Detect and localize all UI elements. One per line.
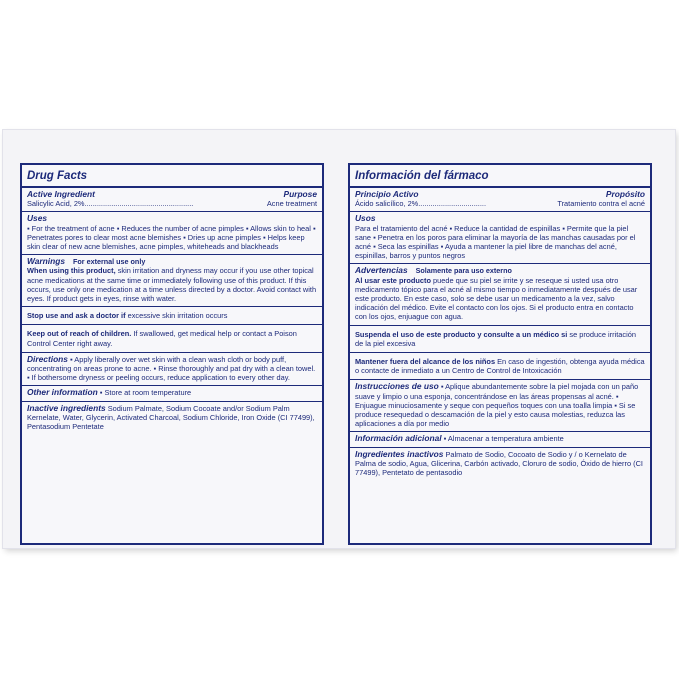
drug-facts-panel-en — [20, 163, 324, 545]
drug-facts-title: Drug Facts — [27, 170, 88, 182]
directions-heading-es: Instrucciones de uso — [355, 381, 439, 392]
directions-section — [22, 353, 322, 387]
uses-section-es — [350, 212, 650, 264]
directions-heading: Directions — [27, 353, 68, 364]
active-ingredient-text-es: Ácido salicílico, 2%................................. — [355, 199, 487, 209]
keep-out-text-es: En caso de ingestión, obtenga ayuda médica o contacte de inmediato a un Centro de Control de Intoxicación — [355, 357, 645, 376]
stop-use-section — [22, 307, 322, 325]
drug-facts-title-es: Información del fármaco — [355, 170, 489, 182]
active-ingredient-text: Salicylic Acid, 2%..................................................... — [27, 199, 194, 209]
drug-facts-title-section-es — [350, 165, 650, 188]
stop-use-text-es: se produce irritación de la piel excesiva — [355, 329, 636, 348]
directions-text: ▪ Apply liberally over wet skin with a clean wash cloth or body puff, concentrating on areas prone to acne. ▪ Rinse thoroughly and pat dry with a clean towel. ▪ If bothersome dryness or peeling occurs, reduce application to every other day. — [27, 354, 316, 383]
active-ingredient-section — [22, 188, 322, 212]
stop-use-label-es: Suspenda el uso de este producto y consulte a un médico si — [355, 329, 568, 339]
purpose-text-es: Tratamiento contra el acné — [557, 199, 645, 209]
warnings-subheading-es: Solamente para uso externo — [415, 266, 512, 276]
purpose-heading: Purpose — [283, 189, 317, 199]
purpose-heading-es: Propósito — [605, 189, 645, 199]
active-ingredient-heading-es: Principio Activo — [355, 189, 419, 199]
active-value-row-es — [355, 199, 645, 208]
inactive-ingredients-text: Sodium Palmate, Sodium Cocoate and/or Sodium Palm Kernelate, Water, Glycerin, Activated Charcoal, Sodium Chloride, Iron Oxide (CI 77499), Pentasodium Pentetate — [27, 403, 315, 432]
directions-section-es — [350, 380, 650, 432]
other-info-section-es — [350, 432, 650, 447]
when-using-paragraph — [27, 266, 317, 303]
active-heading-row — [27, 190, 317, 199]
drug-facts-panel-es — [348, 163, 652, 545]
other-info-text: ▪ Store at room temperature — [97, 388, 192, 398]
active-heading-row-es — [355, 190, 645, 199]
when-using-label-es: Al usar este producto — [355, 275, 431, 285]
other-info-text-es: ▪ Almacenar a temperatura ambiente — [441, 434, 564, 444]
stop-use-text: excessive skin irritation occurs — [125, 311, 228, 321]
uses-heading: Uses — [27, 213, 48, 224]
stop-use-label: Stop use and ask a doctor if — [27, 311, 126, 321]
inactive-ingredients-section — [22, 402, 322, 435]
other-info-heading: Other information — [27, 387, 98, 398]
active-ingredient-heading: Active Ingredient — [27, 189, 95, 199]
uses-text-es: Para el tratamiento del acné ▪ Reduce la cantidad de espinillas ▪ Permite que la piel sane ▪ Penetra en los poros para eliminar la mayoría de las manchas causadas por el acné ▪ Seca las espinillas ▪ Ayuda a mantener la piel libre de manchas del acné, espinillas, barros y puntos negros — [355, 223, 636, 261]
keep-out-text: If swallowed, get medical help or contact a Poison Control Center right away. — [27, 329, 297, 348]
keep-out-label: Keep out of reach of children. — [27, 329, 132, 339]
when-using-text: skin irritation and dryness may occur if you use other topical acne medications at the same time or immediately following use of this product. If this occurs, use only one medication at a time unless directed by a doctor. Avoid contact with eyes. If product gets in eyes, rinse with water. — [27, 266, 317, 304]
when-using-paragraph-es — [355, 276, 645, 322]
warnings-section-es — [350, 264, 650, 325]
warnings-section — [22, 255, 322, 307]
inactive-ingredients-section-es — [350, 448, 650, 481]
purpose-text: Acne treatment — [266, 199, 317, 209]
directions-text-es: ▪ Aplique abundantemente sobre la piel mojada con un paño suave y limpio o una esponja, concentrándose en las áreas propensas al acné. ▪ Enjuague minuciosamente y seque con pequeños toques con una toalla limpia ▪ Si se produce resequedad o descamación de la piel y esto causa molestias, reduzca las aplicaciones a día por medio — [355, 382, 639, 429]
inactive-ingredients-heading-es: Ingredientes inactivos — [355, 448, 444, 459]
inactive-ingredients-text-es: Palmato de Sodio, Cocoato de Sodio y / o Kernelato de Palma de sodio, Agua, Glicerina, Carbón activado, Cloruro de sodio, Óxido de hierro (CI 77499), Pentetato de pentasodio — [355, 449, 643, 478]
when-using-text-es: puede que su piel se irrite y se reseque si usted usa otro medicamento tópico para el acné al mismo tiempo o inmediatamente después de usar este producto. En este caso, solo se debe usar un medicamento a la vez, salvo indicación del médico. Evite el contacto con los ojos. Si el producto entra en contacto con los ojos, enjuague con agua. — [355, 275, 638, 322]
warnings-subheading: For external use only — [73, 257, 146, 267]
uses-text: ▪ For the treatment of acne ▪ Reduces the number of acne pimples ▪ Allows skin to heal ▪ Penetrates pores to clear most acne blemishes ▪ Dries up acne pimples ▪ Helps keep skin clear of new acne blemishes, acne pimples, whiteheads and blackheads — [27, 223, 316, 252]
warnings-heading: Warnings — [27, 256, 66, 267]
when-using-label: When using this product, — [27, 266, 116, 276]
uses-heading-es: Usos — [355, 213, 376, 224]
keep-out-label-es: Mantener fuera del alcance de los niños — [355, 357, 496, 367]
uses-section — [22, 212, 322, 255]
drug-facts-title-section — [22, 165, 322, 188]
stop-use-section-es — [350, 326, 650, 353]
keep-out-section — [22, 325, 322, 352]
inactive-ingredients-heading: Inactive ingredients — [27, 402, 106, 413]
active-value-row — [27, 199, 317, 208]
other-info-heading-es: Información adicional — [355, 433, 442, 444]
active-ingredient-section-es — [350, 188, 650, 212]
keep-out-section-es — [350, 353, 650, 380]
other-info-section — [22, 386, 322, 401]
warnings-heading-es: Advertencias — [355, 265, 408, 276]
